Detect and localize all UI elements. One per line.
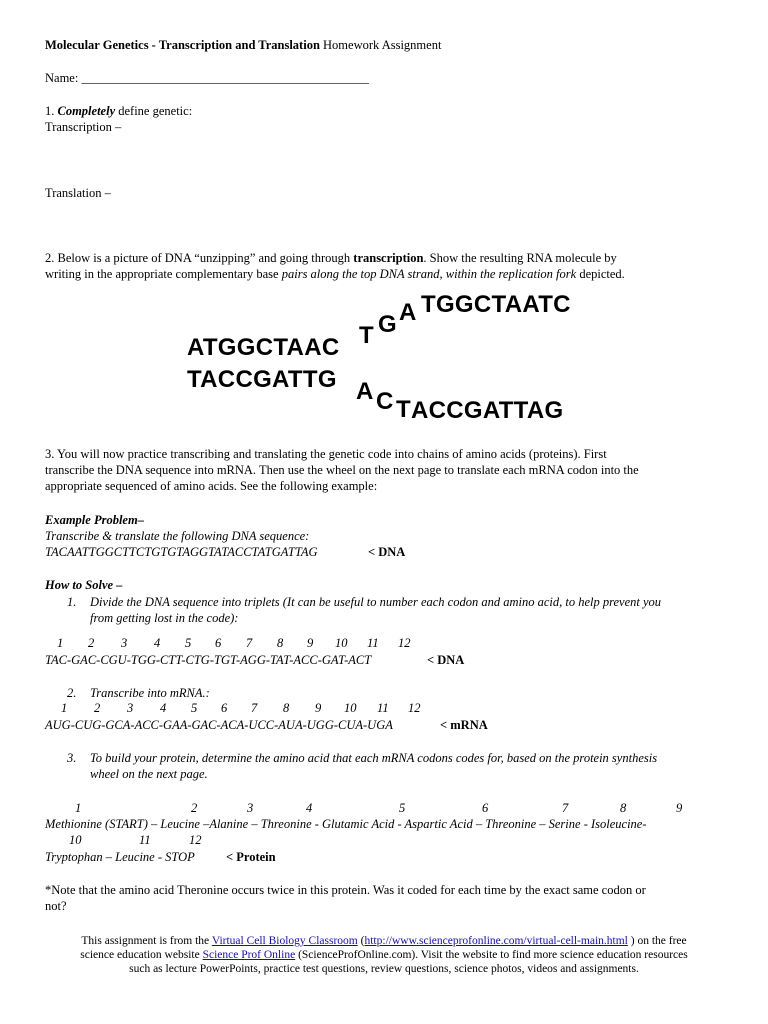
q2-bold: transcription xyxy=(353,251,424,265)
codon-number: 4 xyxy=(160,701,167,715)
example-sequence-tag: < DNA xyxy=(368,545,406,559)
codon-number: 1 xyxy=(57,636,64,650)
codon-number: 11 xyxy=(367,636,379,650)
step-1-line-1: Divide the DNA sequence into triplets (It can be useful to number each codon and amino acid, to help prevent you xyxy=(90,595,662,609)
step-3-line-1: To build your protein, determine the amino acid that each mRNA codons codes for, based on the protein synthesis xyxy=(90,751,658,765)
amino-acid-number: 9 xyxy=(676,801,683,815)
amino-acid-number: 7 xyxy=(562,801,569,815)
codon-number: 9 xyxy=(315,701,322,715)
transcription-label: Transcription – xyxy=(45,120,122,134)
codon-number: 6 xyxy=(215,636,222,650)
dna-fork-top-t: T xyxy=(359,322,374,349)
footer-text: ) on the free xyxy=(627,935,687,947)
dna-top-upper-strand: TGGCTAATC xyxy=(421,291,571,318)
codon-number: 10 xyxy=(335,636,348,650)
codon-number: 8 xyxy=(277,636,284,650)
amino-acid-number: 11 xyxy=(139,833,151,847)
codon-number: 7 xyxy=(246,636,253,650)
name-label: Name: xyxy=(45,71,82,85)
dna-fork-top-a: A xyxy=(399,299,417,326)
dna-triplets: TAC-GAC-CGU-TGG-CTT-CTG-TGT-AGG-TAT-ACC-GAT-ACT xyxy=(45,653,372,667)
dna-bottom-lower-strand: ACCGATTAG xyxy=(411,397,564,424)
q1-emphasis: Completely xyxy=(57,104,116,118)
name-blank[interactable]: ______________________________________________ xyxy=(81,71,369,85)
codon-number: 9 xyxy=(307,636,314,650)
footer-line-3: such as lecture PowerPoints, practice test questions, review questions, science photos, videos and assignments. xyxy=(129,963,639,975)
protein-line-1: Methionine (START) – Leucine –Alanine – Threonine - Glutamic Acid - Aspartic Acid – Threonine – Serine - Isoleucine- xyxy=(45,817,647,831)
mrna-triplets: AUG-CUG-GCA-ACC-GAA-GAC-ACA-UCC-AUA-UGG-CUA-UGA xyxy=(45,718,393,732)
example-instruction: Transcribe & translate the following DNA sequence: xyxy=(45,529,310,543)
q2-line2-c: depicted. xyxy=(576,267,625,281)
dna-fork-top-g: G xyxy=(378,311,397,338)
codon-number: 12 xyxy=(398,636,411,650)
protein-tag: < Protein xyxy=(226,850,276,864)
codon-number: 11 xyxy=(377,701,389,715)
note-line-2: not? xyxy=(45,899,67,913)
q2-text-a: 2. Below is a picture of DNA “unzipping” and going through xyxy=(45,251,354,265)
amino-acid-number: 8 xyxy=(620,801,627,815)
dna-top-lower-strand: ATGGCTAAC xyxy=(187,334,340,361)
step-1-line-2: from getting lost in the code): xyxy=(90,611,239,625)
dna-bottom-upper-strand: TACCGATTG xyxy=(187,366,337,393)
question-3-line-2: transcribe the DNA sequence into mRNA. Then use the wheel on the next page to translate each mRNA codon into the xyxy=(45,463,639,477)
step-2-text: Transcribe into mRNA.: xyxy=(90,686,210,700)
step-2-number: 2. xyxy=(67,686,77,700)
amino-acid-number: 2 xyxy=(191,801,198,815)
mrna-triplets-tag: < mRNA xyxy=(440,718,488,732)
amino-acid-number: 12 xyxy=(189,833,202,847)
name-line xyxy=(45,71,369,86)
science-prof-online-link[interactable]: Science Prof Online xyxy=(202,949,296,961)
q1-text: define genetic: xyxy=(115,104,193,118)
question-3-line-3: appropriate sequenced of amino acids. See the following example: xyxy=(45,479,378,493)
step-1-number: 1. xyxy=(67,595,77,609)
question-2-line-1 xyxy=(45,251,617,266)
codon-number: 5 xyxy=(185,636,192,650)
codon-number: 1 xyxy=(61,701,68,715)
question-1 xyxy=(45,104,192,119)
codon-number: 4 xyxy=(154,636,161,650)
protein-line-2: Tryptophan – Leucine - STOP xyxy=(45,850,195,864)
codon-number: 3 xyxy=(127,701,134,715)
title-bold: Molecular Genetics - Transcription and Translation xyxy=(45,38,320,52)
codon-number: 5 xyxy=(191,701,198,715)
step-3-number: 3. xyxy=(67,751,77,765)
codon-number: 10 xyxy=(344,701,357,715)
codon-number: 7 xyxy=(251,701,258,715)
how-to-heading: How to Solve – xyxy=(45,578,123,592)
codon-number: 12 xyxy=(408,701,421,715)
amino-acid-number: 4 xyxy=(306,801,313,815)
amino-acid-number: 10 xyxy=(69,833,82,847)
dna-fork-bottom-t: T xyxy=(396,396,411,423)
dna-triplets-tag: < DNA xyxy=(427,653,465,667)
codon-number: 6 xyxy=(221,701,228,715)
footer-text: science education website xyxy=(80,949,203,961)
dna-fork-bottom-a: A xyxy=(356,378,374,405)
q1-number: 1. xyxy=(45,104,58,118)
question-2-line-2 xyxy=(45,267,625,282)
footer-text: This assignment is from the xyxy=(81,935,212,947)
amino-acid-number: 5 xyxy=(399,801,406,815)
q2-line2-a: writing in the appropriate complementary base xyxy=(45,267,282,281)
amino-acid-number: 6 xyxy=(482,801,489,815)
page-title xyxy=(45,38,441,53)
codon-number: 8 xyxy=(283,701,290,715)
translation-label: Translation – xyxy=(45,186,111,200)
footer-text: ( xyxy=(357,935,365,947)
example-heading: Example Problem– xyxy=(45,513,144,527)
virtual-cell-classroom-link[interactable]: Virtual Cell Biology Classroom xyxy=(211,935,358,947)
dna-fork-bottom-c: C xyxy=(376,388,394,415)
codon-number: 3 xyxy=(121,636,128,650)
amino-acid-number: 3 xyxy=(247,801,254,815)
step-3-line-2: wheel on the next page. xyxy=(90,767,208,781)
q2-line2-italic: pairs along the top DNA strand, within the replication fork xyxy=(281,267,577,281)
question-3-line-1: 3. You will now practice transcribing and translating the genetic code into chains of amino acids (proteins). First xyxy=(45,447,607,461)
example-sequence: TACAATTGGCTTCTGTGTAGGTATACCTATGATTAG xyxy=(45,545,318,559)
codon-number: 2 xyxy=(88,636,95,650)
note-line-1: *Note that the amino acid Theronine occurs twice in this protein. Was it coded for each time by the exact same codon or xyxy=(45,883,646,897)
footer-text: (ScienceProfOnline.com). Visit the website to find more science education resources xyxy=(295,949,688,961)
amino-acid-number: 1 xyxy=(75,801,82,815)
footer-line-2 xyxy=(40,948,728,962)
virtual-cell-url-link[interactable]: http://www.scienceprofonline.com/virtual-cell-main.html xyxy=(364,935,628,947)
footer-line-1 xyxy=(40,934,728,948)
q2-text-c: . Show the resulting RNA molecule by xyxy=(423,251,617,265)
title-rest: Homework Assignment xyxy=(319,38,442,52)
codon-number: 2 xyxy=(94,701,101,715)
